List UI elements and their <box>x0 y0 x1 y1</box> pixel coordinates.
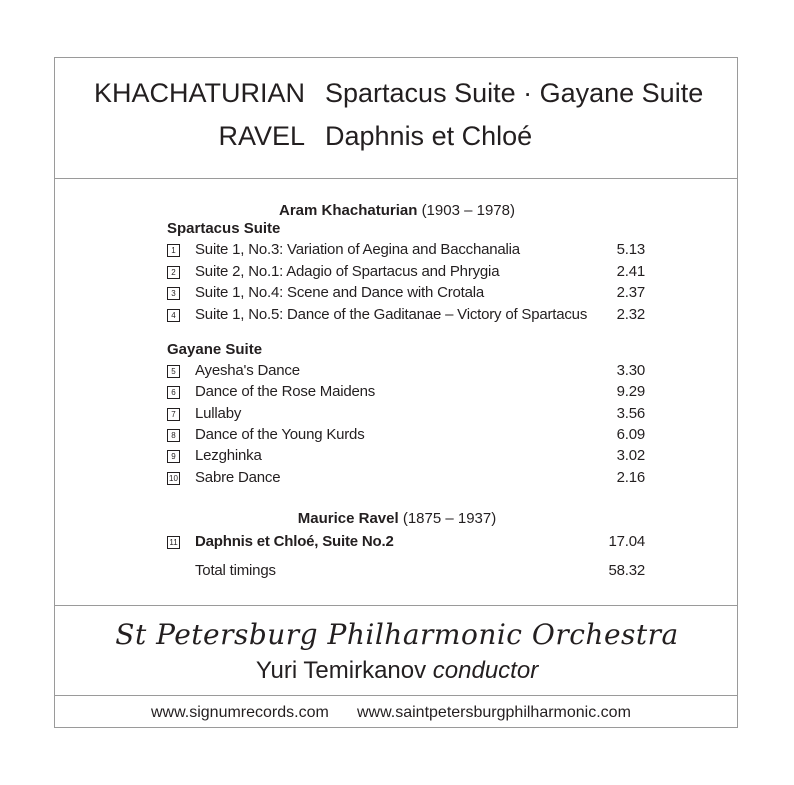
track-number-box: 10 <box>167 472 180 485</box>
track-title: Lezghinka <box>195 447 262 464</box>
track-duration: 3.02 <box>616 447 645 464</box>
divider <box>55 178 737 179</box>
track-row <box>167 241 645 261</box>
track-duration: 2.32 <box>616 306 645 323</box>
composer-name: Aram Khachaturian <box>279 202 418 219</box>
track-title: Dance of the Rose Maidens <box>195 383 376 400</box>
composer-line-ravel <box>55 510 739 527</box>
track-duration: 17.04 <box>608 533 645 550</box>
track-title: Dance of the Young Kurds <box>195 426 365 443</box>
track-row <box>167 426 645 446</box>
composer-name: Maurice Ravel <box>297 510 399 527</box>
conductor-line <box>55 657 739 685</box>
track-number-box: 9 <box>167 450 180 463</box>
track-number-box: 4 <box>167 309 180 322</box>
track-title: Sabre Dance <box>195 469 281 486</box>
track-duration: 2.37 <box>616 284 645 301</box>
header-row-ravel <box>55 121 739 161</box>
track-number-box: 3 <box>167 287 180 300</box>
track-title: Suite 1, No.4: Scene and Dance with Crotala <box>195 284 485 301</box>
composer-heading: KHACHATURIAN <box>93 78 305 108</box>
works-heading: Spartacus Suite · Gayane Suite <box>325 78 704 108</box>
track-number-box: 7 <box>167 408 180 421</box>
track-duration: 3.56 <box>616 405 645 422</box>
conductor-name: Yuri Temirkanov <box>255 657 427 684</box>
divider <box>55 605 737 606</box>
track-row <box>167 469 645 489</box>
track-duration: 9.29 <box>616 383 645 400</box>
track-number-box: 6 <box>167 386 180 399</box>
track-row <box>167 405 645 425</box>
composer-heading: RAVEL <box>218 121 305 151</box>
track-title: Daphnis et Chloé, Suite No.2 <box>195 533 394 550</box>
header-row-khachaturian <box>55 78 739 118</box>
orchestra-name: St Petersburg Philharmonic Orchestra <box>115 618 679 651</box>
suite-title-gayane: Gayane Suite <box>167 341 263 358</box>
divider <box>55 695 737 696</box>
composer-dates: (1903 – 1978) <box>421 202 515 219</box>
works-heading: Daphnis et Chloé <box>325 121 533 151</box>
track-row <box>167 383 645 403</box>
composer-dates: (1875 – 1937) <box>402 510 497 527</box>
tracklist-card <box>54 57 738 728</box>
track-row <box>167 284 645 304</box>
track-row <box>167 306 645 326</box>
track-number-box: 1 <box>167 244 180 257</box>
total-label: Total timings <box>195 562 276 579</box>
website-link-signum[interactable]: www.signumrecords.com <box>151 704 329 721</box>
conductor-role: conductor <box>432 657 539 684</box>
total-duration: 58.32 <box>608 562 645 579</box>
track-duration: 2.41 <box>616 263 645 280</box>
track-title: Lullaby <box>195 405 242 422</box>
track-number-box: 11 <box>167 536 180 549</box>
website-link-philharmonic[interactable]: www.saintpetersburgphilharmonic.com <box>357 704 631 721</box>
track-row <box>167 362 645 382</box>
track-row <box>167 447 645 467</box>
suite-title-spartacus: Spartacus Suite <box>167 220 281 237</box>
track-number-box: 5 <box>167 365 180 378</box>
track-title: Suite 1, No.3: Variation of Aegina and Bacchanalia <box>195 241 520 258</box>
track-duration: 3.30 <box>616 362 645 379</box>
track-duration: 2.16 <box>616 469 645 486</box>
track-title: Suite 2, No.1: Adagio of Spartacus and Phrygia <box>195 263 500 280</box>
total-row <box>167 562 645 582</box>
track-number-box: 8 <box>167 429 180 442</box>
track-duration: 5.13 <box>616 241 645 258</box>
track-title: Suite 1, No.5: Dance of the Gaditanae – Victory of Spartacus <box>195 306 588 323</box>
track-row <box>167 263 645 283</box>
track-duration: 6.09 <box>616 426 645 443</box>
track-number-box: 2 <box>167 266 180 279</box>
track-row <box>167 533 645 553</box>
composer-line-khachaturian <box>55 202 739 219</box>
track-title: Ayesha's Dance <box>195 362 300 379</box>
